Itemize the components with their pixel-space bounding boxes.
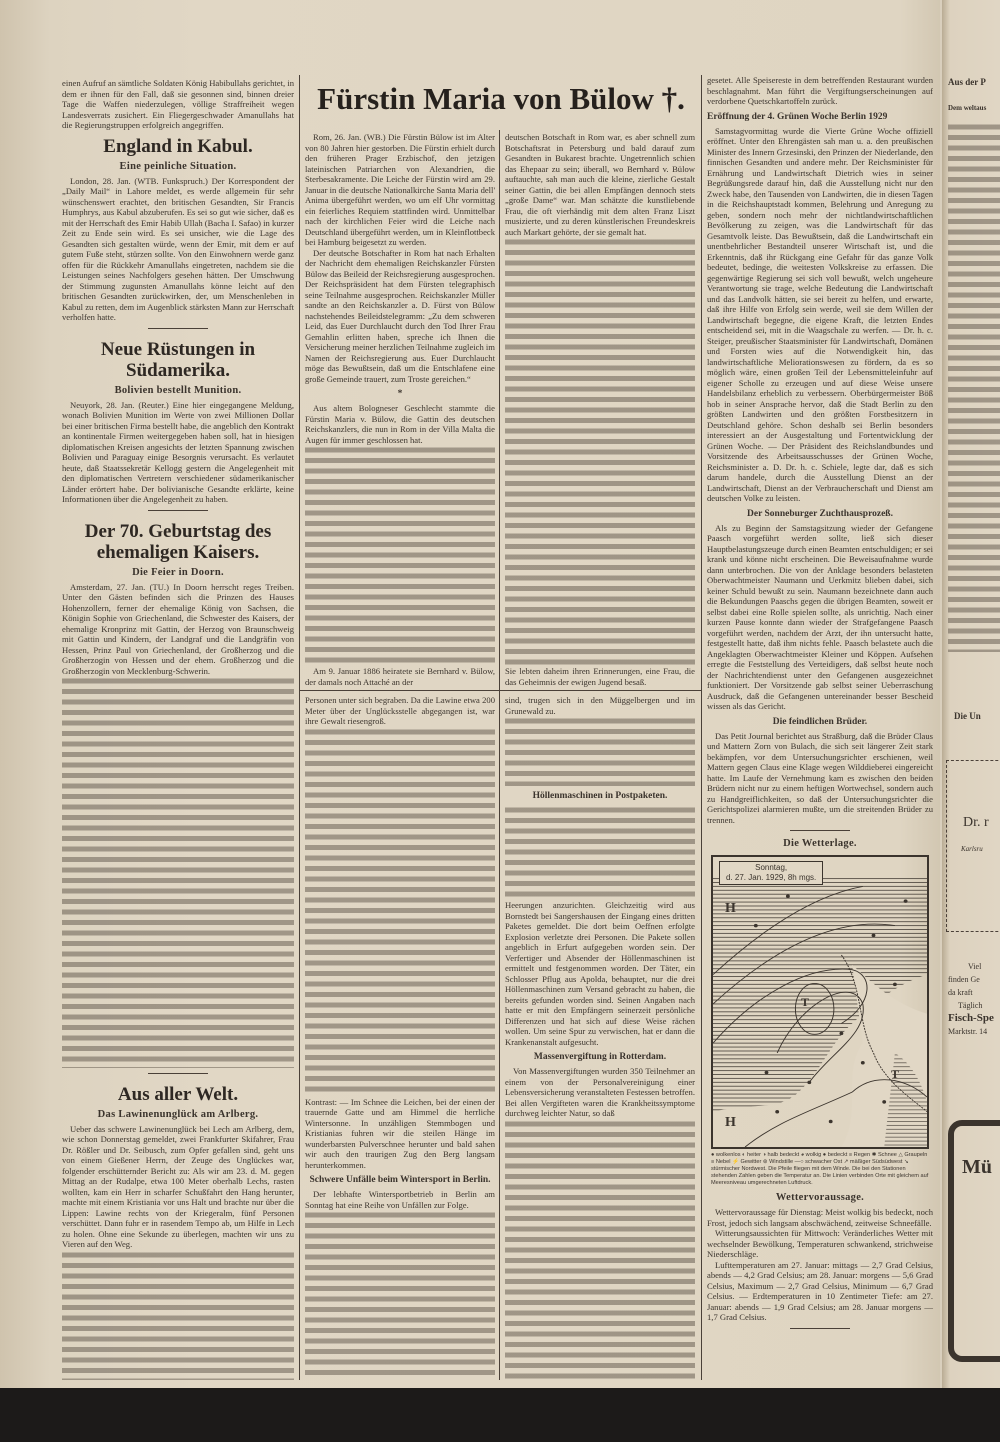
lower-column-b — [505, 695, 695, 1380]
article-body: Personen unter sich begraben. Da die Lawine etwa 200 Meter über der Unglücksstelle abgegangen ist, war ihre Gewalt riesengroß. — [305, 695, 495, 726]
article-continuation: einen Aufruf an sämtliche Soldaten König Habibullahs gerichtet, in dem er ihnen für den Fall, daß sie gesonnen sind, binnen dreier Tage die Waffen niederzulegen, völlige Straffreiheit wegen Landesverrats zusichert. Ein Fliegergeschwader Amanullahs hat die Regierungstruppen erfolgreich angegriffen. — [62, 78, 294, 130]
article-body: deutschen Botschaft in Rom war, es aber schnell zum Botschaftsrat in Petersburg und bald darauf zum Gesandten in Bukarest brachte. Ungetrennlich schien das Ehepaar zu sein; überall, wo Bernhard v. Bülow auftauchte, sah man auch die kleine, zierliche Gestalt seiner Gattin, die bei allen Empfängen dennoch stets „große Dame“ war. Man schätzte die kunstliebende Frau, die oft vierhändig mit dem alten Franz Liszt musizierte, und zu deren künstlerischen Freundeskreis auch Markart gehörte, der sie gemalt hat. — [505, 132, 695, 237]
ad-line: Fisch-Spe — [948, 1012, 994, 1024]
map-legend: ● wolkenlos ◐ heiter ◑ halb bedeckt ◕ wolkig ● bedeckt ≡ Regen ✱ Schnee △ Graupeln ≡ Nebel ⚡ Gewitter ⊚ Windstille —○ schwacher Ost ↗ mäßiger Südsüdwest ↘ stürmischer Nordwest. Die Pfeile fliegen mit dem Winde. Die bei den Stationen stehenden Zahlen geben die Temperatur an. Die Linien verbinden Orte mit gleichem auf Meeresniveau umgerechneten Luftdruck. — [711, 1152, 929, 1186]
text-block — [505, 805, 695, 900]
ad-text: Karlsru — [961, 845, 983, 853]
text-block — [305, 727, 495, 1097]
article-body-kaiser: Amsterdam, 27. Jan. (TU.) In Doorn herrscht reges Treiben. Unter den Gästen befinden sich die Prinzen des Hauses Hohenzollern, ferner der ehemalige König von Sachsen, die Königin Sophie von Griechenland, die Schwester des Kaisers, der ehemalige Kronprinz mit Gattin, der Herzog von Braunschweig mit Gattin und Kindern, der Landgraf und die Landgräfin von Hessen, Prinz Paul von Griechenland, der Großherzog und die Großherzogin von Hessen und der ehem. Großherzog und die Großherzogin von Mecklenburg-Schwerin. — [62, 581, 294, 676]
next-page-heading: Die Un — [954, 711, 981, 721]
article-body: Als zu Beginn der Samstagsitzung wieder der Gefangene Paasch vorgeführt werden sollte, ließ sich dieser Hauptbelastungszeuge durch einen Beamten entschuldigen; er sei krank und könne nicht erscheinen. Die Beweisaufnahme wurde dann unterbrochen. Die von der Anklage besonders belasteten Oberwachtmeister Naumann und Uerkmitz blieben dabei, sich keiner Schuld bewußt zu sein. Naumann bezeichnete dann auch die Bekundungen Paaschs gegen die übrigen Beamten, soweit er selbst dabei eine Rolle spielen sollte, als unrichtig. Nach einer kurzen Pause konnte dann wieder der Strafgefangene Paasch vorgeführt werden, nachdem der Arzt, der ihn untersucht hatte, festgestellt hatte, daß ihm nichts fehle. Paasch belastete auch die Angeklagten Oberwachtmeister Kleiner und Köppen. Aufsehen erregte die Feststellung des Verteidigers, daß selbst heute noch der Nachrichtendienst unter den Gefangenen ausgezeichnet funktioniert. Der Vorsitzende gab selbst seiner Ueberraschung Ausdruck, daß die Gefangenen untereinander besser Bescheid wissen als das Gericht. — [707, 522, 933, 711]
column-rule — [499, 130, 500, 1380]
article-title-hoellenmaschinen: Höllenmaschinen in Postpaketen. — [532, 791, 668, 801]
forecast-text: Witterungsaussichten für Mittwoch: Veränderliches Wetter mit wechselnder Bewölkung, Temperaturen schwankend, strichweise Niederschläge. — [707, 1228, 933, 1259]
column-4 — [707, 75, 933, 1380]
article-body: Der lebhafte Wintersportbetrieb in Berlin am Sonntag hat eine Reihe von Unfällen zur Folge. — [305, 1189, 495, 1210]
text-block — [62, 1250, 294, 1381]
map-label: Sonntag, — [755, 863, 788, 872]
article-title-gruene-woche: Eröffnung der 4. Grünen Woche Berlin 1929 — [707, 111, 888, 122]
low-pressure-label: T — [801, 995, 810, 1009]
separator-star: * — [397, 389, 403, 399]
article-body: Samstagvormittag wurde die Vierte Grüne Woche offiziell eröffnet. Unter den Ehrengästen sah man u. a. den preußischen Minister des Innern Grzesinski, den Prinzen der Niederlande, den finnischen Gesandten und andere mehr. Der Reichsminister für Ernährung und Landwirtschaft Dietrich wies in seiner Begrüßungsrede darauf hin, daß die Ausstellung nicht nur den Zweck habe, den Tausenden von Landwirten, die in diesen Tagen in die Reichshauptstadt kommen, Belehrung und Anregung zu geben, sondern noch mehr der nichtlandwirtschaftlichen Bevölkerung zu zeigen, was die Landwirtschaft für das Gesamtvolk leiste. Das Bewußtsein, daß die Landwirtschaft ein unentbehrlicher Bestandteil unserer Wirtschaft ist, und die Erkenntnis, daß ihr Rückgang eine Gefahr für das ganze Volk bedeutet, bedinge, die weitesten Volkskreise zu erfassen. Die gegenwärtige Regierung sei sich voll bewußt, welch ungeheure Verantwortung sie trage, welche Bedeutung die Landwirtschaft und das Landvolk hätten, sie sei bereit zu helfen, und erwarte, daß ihre Hilfe von Erfolg sein werde, weil sie dem Willen der Landwirtschaft begegne, die eigene Kraft, die letzten Endes entscheidend sei, mit in die Waagschale zu werfen. — Dr. h. c. Steiger, preußischer Staatsminister für Landwirtschaft, Domänen und Forsten wies auf die Notwendigkeit hin, das landwirtschaftliche Meliorationswesen zu fördern, da es so möglich wäre, einen großen Teil der Lebensmitteleinfuhr auf eigener Scholle zu erzeugen und auf diese Weise unsere Handelsbilanz erheblich zu verbessern. Oberbürgermeister Böß hob in seiner Ansprache hervor, daß die Stadt Berlin zu den größten Landwirten und den größten Forstbesitzern in Deutschland gehöre. Schon deshalb sei Berlin besonders interessiert an der Ausgestaltung und Fortentwicklung der Grünen Woche. — Der Präsident des Reichslandbundes und Vorsitzende des Arbeitsausschusses der Grünen Woche, Reichsminister a. D. Dr. h. c. Schiele, legte dar, daß es sich darum handele, durch die Ausstellung Dienst an der Landwirtschaft, Dienst an der Verbraucherschaft und Dienst am deutschen Volke zu leisten. — [707, 125, 933, 503]
article-body: Sie lebten daheim ihren Erinnerungen, eine Frau, die das Geheimnis der ewigen Jugend besaß. — [505, 666, 695, 687]
next-page-subheading: Dem weltaus — [948, 104, 987, 112]
article-body: sind, trugen sich in den Müggelbergen und im Grunewald zu. — [505, 695, 695, 716]
section-rule — [300, 690, 701, 691]
adjacent-page — [942, 0, 1000, 1388]
high-pressure-label: H — [725, 901, 736, 916]
divider — [790, 1328, 850, 1329]
forecast-title: Wettervoraussage. — [775, 1192, 865, 1203]
article-body: Der deutsche Botschafter in Rom hat nach Erhalten der Nachricht dem ehemaligen Reichskanzler Fürsten Bülow das Beileid der Reichsregierung ausgesprochen. Der Reichspräsident hat dem Fürsten telegraphisch seine Teilnahme ausgesprochen. Reichskanzler Müller sandte an den Reichskanzler a. D. Fürst von Bülow nachstehendes Beileidstelegramm: „Zu dem schweren Leid, das Euer Durchlaucht durch den Tod Ihrer Frau Gemahlin erlitten haben, spreche ich Ihnen die Versicherung meiner herzlichen Teilnahme zugleich im Namen der Reichsregierung aus. Euer Durchlaucht möge das Bewußtsein, daß um die Entschlafene eine große Gemeinde trauert, zum Troste gereichen.“ — [305, 247, 495, 384]
text-block — [305, 1210, 495, 1380]
divider — [148, 328, 208, 329]
divider — [148, 510, 208, 511]
divider — [148, 1073, 208, 1074]
article-subtitle: Die Feier in Doorn. — [132, 566, 224, 578]
section-title-welt: Aus aller Welt. — [117, 1083, 239, 1105]
article-title-suedamerika: Neue Rüstungen in Südamerika. — [100, 338, 256, 381]
weather-map — [711, 855, 929, 1149]
ad-text: Dr. r — [963, 815, 989, 830]
forecast-text: Wettervoraussage für Dienstag: Meist wolkig bis bedeckt, noch Frost, jedoch sich langsam abschwächend, zeitweise Schneefälle. — [707, 1207, 933, 1228]
ad-line: Marktstr. 14 — [948, 1027, 988, 1036]
article-body: Kontrast: — Im Schnee die Leichen, bei der einen der trauernde Gatte und am Himmel die herrliche Wintersonne. In unzähligen Stemmbogen und Kristianias fuhren wir die steilen Hänge im wunderbarsten Pulverschnee herunter und bald sahen wir auch den traurigen Zug den Berg langsam herunterkommen. — [305, 1096, 495, 1170]
column-rule — [299, 75, 300, 1380]
buelow-column-a — [305, 132, 495, 687]
article-body-lawine: Ueber das schwere Lawinenunglück bei Lech am Arlberg, dem, wie schon Donnerstag gemeldet, zwei Frankfurter Skifahrer, Frau Dr. Rößler und Dr. Seibusch, zum Opfer gefallen sind, geht uns von einem Gießener Herrn, der Zeuge des Unglückes war, folgender erschütternder Bericht zu: Als wir am 23. d. M. gegen Mittag an der Rudalpe, etwa 100 Meter oberhalb Lechs, rasten wollten, kam ein Herr in scharfer Schußfahrt den Hang herunter, machte mit einem Kristiania vor uns Halt und brachte nur über die Lippen: Lawine rechts von der Kriegeralm, fünf Personen verschüttet. Dann fuhr er in rasendem Tempo ab, um Hilfe in Lech zu holen. Ohne eine Sekunde zu überlegen, machten wir uns zu Vieren auf den Weg. — [62, 1123, 294, 1249]
article-body-suedamerika: Neuyork, 28. Jan. (Reuter.) Eine hier eingegangene Meldung, wonach Bolivien Munition im Werte von zwei Millionen Dollar bei einer britischen Firma bestellt habe, die angeblich den Kontrakt an kontinentale Firmen weitergegeben haben soll, hat in hiesigen diplomatischen Kreisen angesichts der letzten Spannung zwischen Bolivien und Paraguay einige Besorgnis verursacht. Es verlautet heute, daß Staatssekretär Kellogg gestern die Angelegenheit mit den diplomatischen Vertretern verschiedener südamerikanischer Länder erörtert habe. Der bolivianische Gesandte erklärte, keine Informationen über die Angelegenheit zu haben. — [62, 399, 294, 504]
article-body: Von Massenvergiftungen wurden 350 Teilnehmer an einem von der Personalvereinigung einer Lebensversicherung veranstalteten Festessen betroffen. Bei allen Vergifteten waren die Krankheitssymptome durchweg leichter Natur, so daß — [505, 1066, 695, 1118]
next-page-heading: Aus der P — [948, 77, 986, 87]
advertisement-box — [948, 1120, 1000, 1362]
text-block — [62, 676, 294, 1068]
text-block — [505, 716, 695, 786]
map-date-box — [719, 861, 823, 885]
low-pressure-label: T — [891, 1067, 900, 1081]
advertisement-text — [948, 960, 994, 1038]
text-block — [505, 237, 695, 666]
article-body-england: London, 28. Jan. (WTB. Funkspruch.) Der Korrespondent der „Daily Mail“ in Lahore meldet, es werde allgemein für sehr wünschenswert erachtet, den britischen Gesandten, Sir Francis Humphrys, aus Kabul abzuberufen. Es sei so gut wie sicher, daß es mit der Herrschaft des Emir Habib Ullah (Bacha I. Safao) in kurzer Zeit zu Ende sein wird. Es sei unsicher, wie die Lage des Gesandten sich gestalten würde, wenn der Emir, mit dem er auf gutem Fuße steht, stürzen sollte. Von den Einwohnern werde ganz offen für die Rückkehr Amanullahs eingetreten, nachdem sie die Leistungen seines Nachfolgers gesehen hätten. Der Umschwung der Stimmung zugunsten Amanullahs könne leicht auf den britischen Gesandten zurückwirken, der, um Menschenleben in Kabul zu retten, dem im Augenblick stärksten Mann zur Herrschaft verholfen hatte. — [62, 175, 294, 322]
text-block — [505, 1119, 695, 1381]
article-subtitle: Eine peinliche Situation. — [119, 160, 237, 172]
article-title-sonneburg: Der Sonneburger Zuchthausprozeß. — [747, 508, 893, 519]
column-1 — [62, 78, 294, 1380]
weather-title: Die Wetterlage. — [783, 838, 857, 849]
lower-column-a — [305, 695, 495, 1380]
map-label: d. 27. Jan. 1929, 8h mgs. — [726, 873, 817, 882]
ad-line: da kraft — [948, 988, 973, 997]
weather-map-drawing — [713, 857, 927, 1147]
article-body: Heerungen anzurichten. Gleichzeitig wird aus Bornstedt bei Sangershausen der Eingang eines dritten Paketes gemeldet. Die dort beim Oeffnen erfolgte Explosion verletzte drei Personen. Die Pakete sollen angeblich in Erfurt aufgegeben worden sein. Der Verfertiger und Absender der Höllenmaschinen ist ermittelt und festgenommen worden. Der Täter, ein Schlosser Pflug aus Apolda, behauptet, nur die drei Höllenmaschinen zum Versand gebracht zu haben, die bereits gefunden worden sind. Seinen Angaben nach hatte er mit den Empfängern seinerzeit persönliche Differenzen und hat sich auf diese Weise rächen wollen. Um seine Spur zu verwischen, hat er dann die Krankenanstalt aufgesucht. — [505, 900, 695, 1047]
article-subtitle: Bolivien bestellt Munition. — [114, 384, 242, 396]
article-title-england: England in Kabul. — [103, 135, 253, 157]
column-rule — [701, 75, 702, 1380]
ad-line: Täglich — [958, 1001, 983, 1010]
article-title-brueder: Die feindlichen Brüder. — [772, 716, 868, 727]
text-block — [948, 122, 1000, 652]
article-title-lawine: Das Lawinenunglück am Arlberg. — [97, 1108, 259, 1120]
ad-line: finden Ge — [948, 975, 980, 984]
page-headline: Fürstin Maria von Bülow †. — [317, 81, 685, 116]
forecast-text: Lufttemperaturen am 27. Januar: mittags — 2,7 Grad Celsius, abends — 4,2 Grad Celsius; am 28. Januar: morgens — 5,6 Grad Celsius, Maximum — 2,7 Grad Celsius, Minimum — 6,7 Grad Celsius. — Erdtemperaturen in 10 Zentimeter Tiefe: am 27. Januar: abends — 1,9 Grad Celsius; am 28. Januar morgens — 1,7 Grad Celsius. — [707, 1259, 933, 1322]
article-title-rotterdam: Massenvergiftung in Rotterdam. — [533, 1052, 667, 1062]
article-body: Das Petit Journal berichtet aus Straßburg, daß die Brüder Claus und Mattern Zorn von Bulach, die sich seit längerer Zeit stark bekämpfen, vor dem Untersuchungsrichter erschienen, weil Mattern gegen Claus eine Klage wegen Wilddieberei eingereicht hatte. Im Laufe der Vernehmung kam es zwischen den beiden Brüdern nicht nur zu einem heftigen Wortwechsel, sondern auch zu Handgreiflichkeiten, so daß der Untersuchungsrichter die Gerichtspolizei alarmieren mußte, um die streitenden Brüder zu trennen. — [707, 730, 933, 825]
ad-line: Viel — [968, 962, 982, 971]
divider — [790, 830, 850, 831]
article-continuation: gesetet. Alle Speisereste in dem betreffenden Restaurant wurden beschlagnahmt. Man führt die Vergiftungserscheinungen auf verdorbene Quetschkartoffeln zurück. — [707, 75, 933, 106]
advertisement-box — [946, 760, 1000, 932]
text-block — [305, 445, 495, 666]
article-body: Rom, 26. Jan. (WB.) Die Fürstin Bülow ist im Alter von 80 Jahren hier gestorben. Die Fürstin erhielt durch den früheren Prager Erzbischof, den jetzigen lateinischen Patriarchen von Alexandrien, die Sterbesakramente. Die Leiche der Fürstin wird am 29. Januar in die deutsche Nationalkirche Santa Maria dell' Anima übergeführt werden, wo um elf Uhr vormittag ein feierliches Requiem stattfinden wird. Unmittelbar nach der kirchlichen Feier wird die Leiche nach Deutschland übergeführt werden, um in Kleinflottbeck bei Hamburg beigesetzt zu werden. — [305, 132, 495, 247]
ad-text: Mü — [962, 1156, 992, 1178]
article-title-wintersport: Schwere Unfälle beim Wintersport in Berlin. — [309, 1175, 491, 1185]
high-pressure-label: H — [725, 1115, 736, 1130]
dark-background — [0, 1388, 1000, 1442]
article-title-kaiser: Der 70. Geburtstag des ehemaligen Kaisers. — [84, 520, 272, 563]
article-body: Aus altem Bologneser Geschlecht stammte die Fürstin Maria v. Bülow, die Gattin des deutschen Reichskanzlers, die nun in Rom in der Villa Malta die Augen für immer geschlossen hat. — [305, 403, 495, 445]
article-body: Am 9. Januar 1886 heiratete sie Bernhard v. Bülow, der damals noch Attaché an der — [305, 666, 495, 687]
buelow-column-b — [505, 132, 695, 687]
